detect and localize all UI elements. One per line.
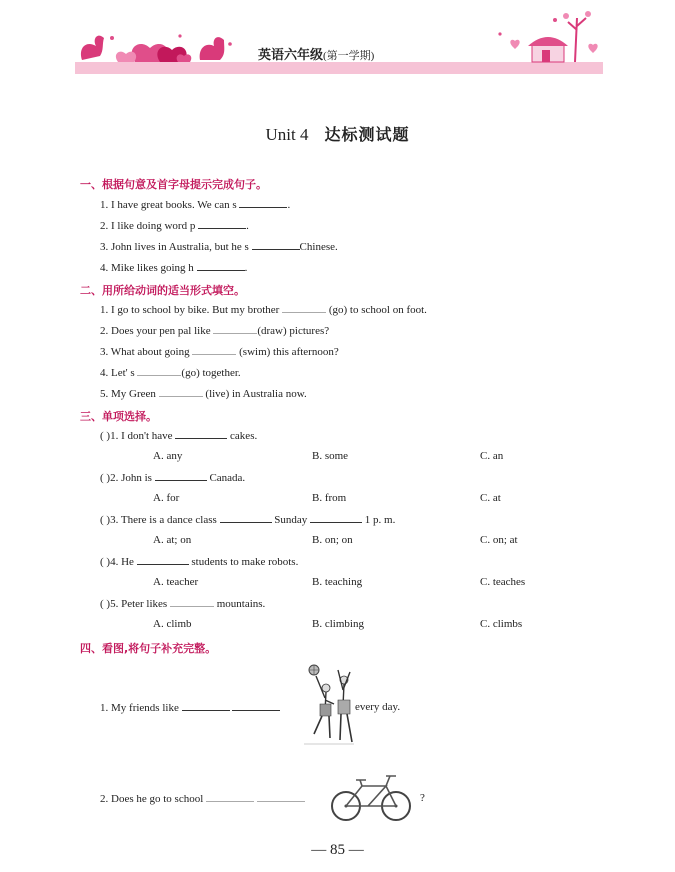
s3-q1-option-a[interactable]: A. any — [153, 450, 183, 462]
s1-question-4: 4. Mike likes going h . — [100, 262, 248, 274]
s2-question-5: 5. My Green (live) in Australia now. — [100, 388, 307, 400]
answer-blank — [175, 429, 227, 439]
book-title-main: 英语六年级 — [258, 48, 324, 63]
answer-blank — [220, 513, 272, 523]
basketball-players-image — [300, 660, 356, 748]
s3-q3-option-a[interactable]: A. at; on — [153, 534, 192, 546]
answer-blank[interactable] — [159, 387, 203, 397]
heart-cluster-left — [116, 44, 191, 62]
answer-blank[interactable] — [206, 792, 254, 802]
s3-q1-option-b[interactable]: B. some — [312, 450, 349, 462]
s2-question-3: 3. What about going (swim) this afternoon? — [100, 346, 339, 358]
s2-question-1: 1. I go to school by bike. But my brother (go) to school on foot. — [100, 304, 427, 316]
answer-blank — [155, 471, 207, 481]
unit-label: Unit 4 — [265, 125, 309, 144]
s3-q1-option-c[interactable]: C. an — [480, 450, 504, 462]
answer-blank — [310, 513, 362, 523]
answer-blank[interactable] — [137, 366, 181, 376]
bunny-right — [200, 37, 225, 60]
answer-blank[interactable] — [192, 345, 236, 355]
answer-blank[interactable] — [282, 303, 326, 313]
unit-heading: 达标测试题 — [324, 125, 410, 144]
answer-blank[interactable] — [252, 240, 300, 250]
answer-paren[interactable]: ( ) — [100, 472, 111, 484]
unit-title — [0, 122, 675, 145]
s3-q5-option-a[interactable]: A. climb — [153, 618, 192, 630]
answer-blank[interactable] — [198, 219, 246, 229]
s1-question-3: 3. John lives in Australia, but he s Chinese. — [100, 241, 338, 253]
s3-q4-option-b[interactable]: B. teaching — [312, 576, 363, 588]
section-1-heading: 一、根据句意及首字母提示完成句子。 — [80, 178, 267, 191]
s3-q5-option-c[interactable]: C. climbs — [480, 618, 523, 630]
answer-blank — [170, 597, 214, 607]
s3-question-5: ( )5. Peter likes mountains. — [100, 598, 266, 610]
s3-q5-option-b[interactable]: B. climbing — [312, 618, 364, 630]
bicycle-image — [330, 772, 412, 824]
answer-paren[interactable]: ( ) — [100, 430, 111, 442]
answer-paren[interactable]: ( ) — [100, 598, 111, 610]
section-2-heading: 二、用所给动词的适当形式填空。 — [80, 284, 245, 297]
answer-blank[interactable] — [232, 701, 280, 711]
s3-q4-option-a[interactable]: A. teacher — [153, 576, 199, 588]
stars — [110, 18, 557, 46]
book-title-sub: (第一学期) — [323, 50, 375, 62]
s3-q2-option-b[interactable]: B. from — [312, 492, 347, 504]
s3-q4-option-c[interactable]: C. teaches — [480, 576, 526, 588]
s4-question-2: 2. Does he go to school — [100, 792, 305, 805]
s2-question-4: 4. Let' s (go) together. — [100, 367, 241, 379]
s4-question-2-end: ? — [420, 792, 425, 804]
bunny-left — [81, 36, 104, 60]
page-number: — 85 — — [311, 842, 364, 858]
s3-q3-option-c[interactable]: C. on; at — [480, 534, 518, 546]
s3-question-4: ( )4. He students to make robots. — [100, 556, 299, 568]
book-title — [258, 44, 374, 63]
s4-question-1-end: every day. — [355, 701, 401, 713]
answer-paren[interactable]: ( ) — [100, 556, 111, 568]
s1-question-1: 1. I have great books. We can s . — [100, 199, 291, 211]
answer-blank[interactable] — [197, 261, 245, 271]
answer-blank — [137, 555, 189, 565]
header-decoration — [0, 0, 675, 80]
answer-paren[interactable]: ( ) — [100, 514, 111, 526]
s1-question-2: 2. I like doing word p . — [100, 220, 249, 232]
answer-blank[interactable] — [213, 324, 257, 334]
answer-blank[interactable] — [182, 701, 230, 711]
section-3-heading: 三、单项选择。 — [80, 410, 157, 423]
s3-q2-option-a[interactable]: A. for — [153, 492, 180, 504]
s3-q3-option-b[interactable]: B. on; on — [312, 534, 353, 546]
s3-q2-option-c[interactable]: C. at — [480, 492, 501, 504]
answer-blank[interactable] — [239, 198, 287, 208]
s2-question-2: 2. Does your pen pal like (draw) pictures? — [100, 325, 330, 337]
s3-question-2: ( )2. John is Canada. — [100, 472, 246, 484]
answer-blank[interactable] — [257, 792, 305, 802]
s3-question-3: ( )3. There is a dance class Sunday 1 p. m. — [100, 514, 396, 526]
section-4-heading: 四、看图,将句子补充完整。 — [80, 642, 217, 655]
s4-question-1: 1. My friends like — [100, 701, 280, 714]
house-right — [528, 11, 591, 62]
header-bar — [75, 62, 603, 74]
s3-question-1: ( )1. I don't have cakes. — [100, 430, 258, 442]
